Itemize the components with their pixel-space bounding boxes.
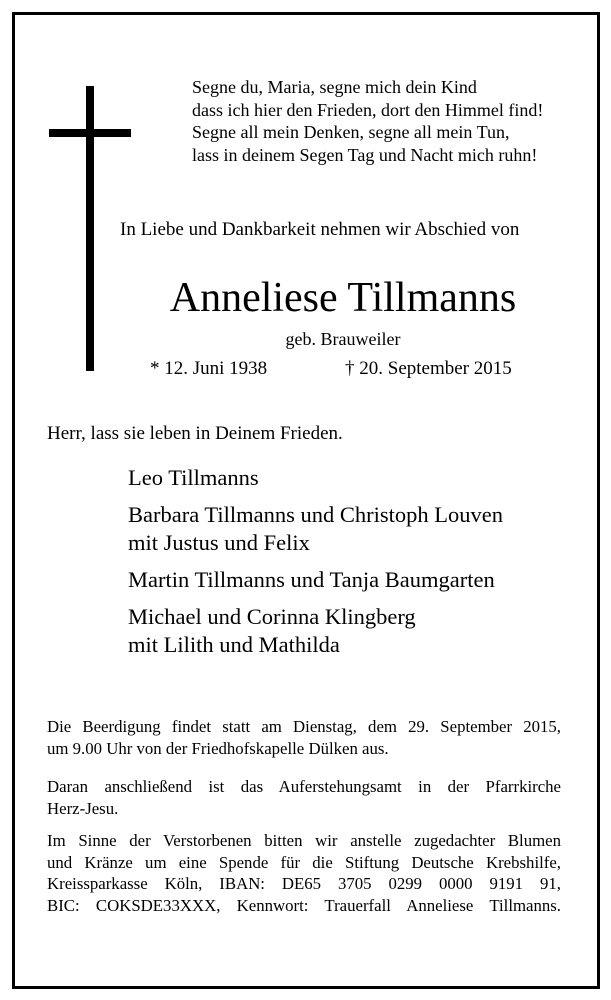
birth-name: geb. Brauweiler	[285, 329, 401, 349]
farewell-intro: In Liebe und Dankbarkeit nehmen wir Abschied von	[120, 219, 520, 240]
info-line: um 9.00 Uhr von der Friedhofskapelle Dülken aus.	[47, 738, 389, 758]
mourner-entry	[128, 566, 503, 594]
poem-line: Segne du, Maria, segne mich dein Kind	[192, 77, 477, 97]
info-line: BIC: COKSDE33XXX, Kennwort: Trauerfall Anneliese Tillmanns.	[47, 895, 561, 915]
mourner-line: Barbara Tillmanns und Christoph Louven	[128, 502, 503, 527]
mourner-entry	[128, 464, 503, 492]
deceased-name: Anneliese Tillmanns	[169, 275, 517, 321]
mourner-line: Martin Tillmanns und Tanja Baumgarten	[128, 567, 495, 592]
info-line: Daran anschließend ist das Auferstehungsamt in der Pfarrkirche	[47, 777, 561, 796]
birth-date: * 12. Juni 1938	[150, 358, 268, 379]
mourner-line: Leo Tillmanns	[128, 465, 259, 490]
death-date: † 20. September 2015	[345, 358, 512, 379]
prayer-line: Herr, lass sie leben in Deinem Frieden.	[47, 423, 343, 444]
mourner-line: mit Lilith und Mathilda	[128, 632, 340, 657]
info-line: Herz-Jesu.	[47, 798, 119, 818]
info-line: und Kränze um eine Spende für die Stiftung Deutsche Krebshilfe,	[47, 852, 561, 872]
info-line: Kreissparkasse Köln, IBAN: DE65 3705 0299 0000 9191 91,	[47, 874, 561, 893]
donation-info	[47, 830, 561, 916]
mourner-line: Michael und Corinna Klingberg	[128, 604, 416, 629]
mourner-entry	[128, 501, 503, 557]
poem-line: lass in deinem Segen Tag und Nacht mich ruhn!	[192, 144, 538, 165]
mourners-list	[128, 464, 503, 668]
info-line: Die Beerdigung findet statt am Dienstag, dem 29. September 2015,	[47, 717, 561, 736]
poem-line: Segne all mein Denken, segne all mein Tun,	[192, 122, 510, 142]
mourner-entry	[128, 603, 503, 659]
poem-line: dass ich hier den Frieden, dort den Himmel find!	[192, 99, 544, 120]
mass-info	[47, 776, 561, 819]
info-line: Im Sinne der Verstorbenen bitten wir anstelle zugedachter Blumen	[47, 831, 561, 850]
poem	[192, 76, 543, 166]
funeral-info	[47, 716, 561, 759]
mourner-line: mit Justus und Felix	[128, 530, 310, 555]
